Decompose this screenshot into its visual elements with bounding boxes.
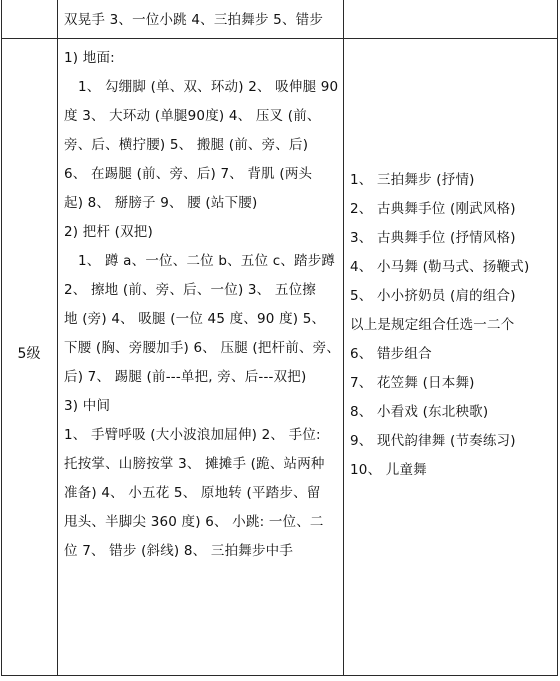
section-center-heading: 3) 中间 (64, 398, 111, 414)
content-line: 准备) 4、 小五花 5、 原地转 (平踏步、留 (64, 485, 321, 501)
content-line: 1、 勾绷脚 (单、双、环动) 2、 吸伸腿 90 (78, 79, 339, 95)
content-line: 托按掌、山膀按掌 3、 摊摊手 (跪、站两种 (64, 456, 325, 472)
section-barre-heading: 2) 把杆 (双把) (64, 224, 153, 240)
combination-item: 10、 儿童舞 (350, 462, 427, 478)
content-line: 度 3、 大环动 (单腿90度) 4、 压叉 (前、 (64, 108, 321, 124)
combination-item: 7、 花笠舞 (日本舞) (350, 375, 475, 391)
content-line: 地 (旁) 4、 吸腿 (一位 45 度、90 度) 5、 (64, 311, 326, 327)
combination-item: 2、 古典舞手位 (刚武风格) (350, 201, 516, 217)
table-border-left (1, 0, 2, 676)
top-row-text: 双晃手 3、一位小跳 4、三拍舞步 5、错步 (64, 12, 324, 28)
combination-item: 5、 小小挤奶员 (肩的组合) (350, 288, 516, 304)
combination-item: 4、 小马舞 (勒马式、扬鞭式) (350, 259, 530, 275)
content-line: 1、 蹲 a、一位、二位 b、五位 c、踏步蹲 (78, 253, 336, 269)
combination-item: 6、 错步组合 (350, 346, 432, 362)
level-label: 5级 (17, 346, 41, 362)
content-line: 甩头、半脚尖 360 度) 6、 小跳: 一位、二 (64, 514, 324, 530)
table-divider-content (343, 0, 344, 676)
combination-item: 1、 三拍舞步 (抒情) (350, 172, 475, 188)
top-row-cell (64, 6, 340, 35)
combination-item: 3、 古典舞手位 (抒情风格) (350, 230, 516, 246)
content-line: 旁、后、横拧腰) 5、 搬腿 (前、旁、后) (64, 137, 309, 153)
section-ground-heading: 1) 地面: (64, 50, 115, 66)
content-line: 起) 8、 掰膀子 9、 腰 (站下腰) (64, 195, 258, 211)
row-divider (1, 38, 558, 39)
basic-training-cell (64, 44, 342, 566)
content-line: 2、 擦地 (前、旁、后、一位) 3、 五位擦 (64, 282, 316, 298)
combination-note: 以上是规定组合任选一二个 (350, 317, 515, 333)
table-border-right (557, 0, 558, 676)
content-line: 6、 在踢腿 (前、旁、后) 7、 背肌 (两头 (64, 166, 313, 182)
combination-item: 9、 现代韵律舞 (节奏练习) (350, 433, 516, 449)
content-line: 位 7、 错步 (斜线) 8、 三拍舞步中手 (64, 543, 294, 559)
content-line: 1、 手臂呼吸 (大小波浪加屈伸) 2、 手位: (64, 427, 321, 443)
table-border-bottom (1, 675, 558, 676)
table-divider-level (57, 0, 58, 676)
content-line: 后) 7、 踢腿 (前---单把, 旁、后---双把) (64, 369, 307, 385)
content-line: 下腰 (胸、旁腰加手) 6、 压腿 (把杆前、旁、 (64, 340, 341, 356)
combinations-cell (350, 166, 555, 485)
combination-item: 8、 小看戏 (东北秧歌) (350, 404, 489, 420)
